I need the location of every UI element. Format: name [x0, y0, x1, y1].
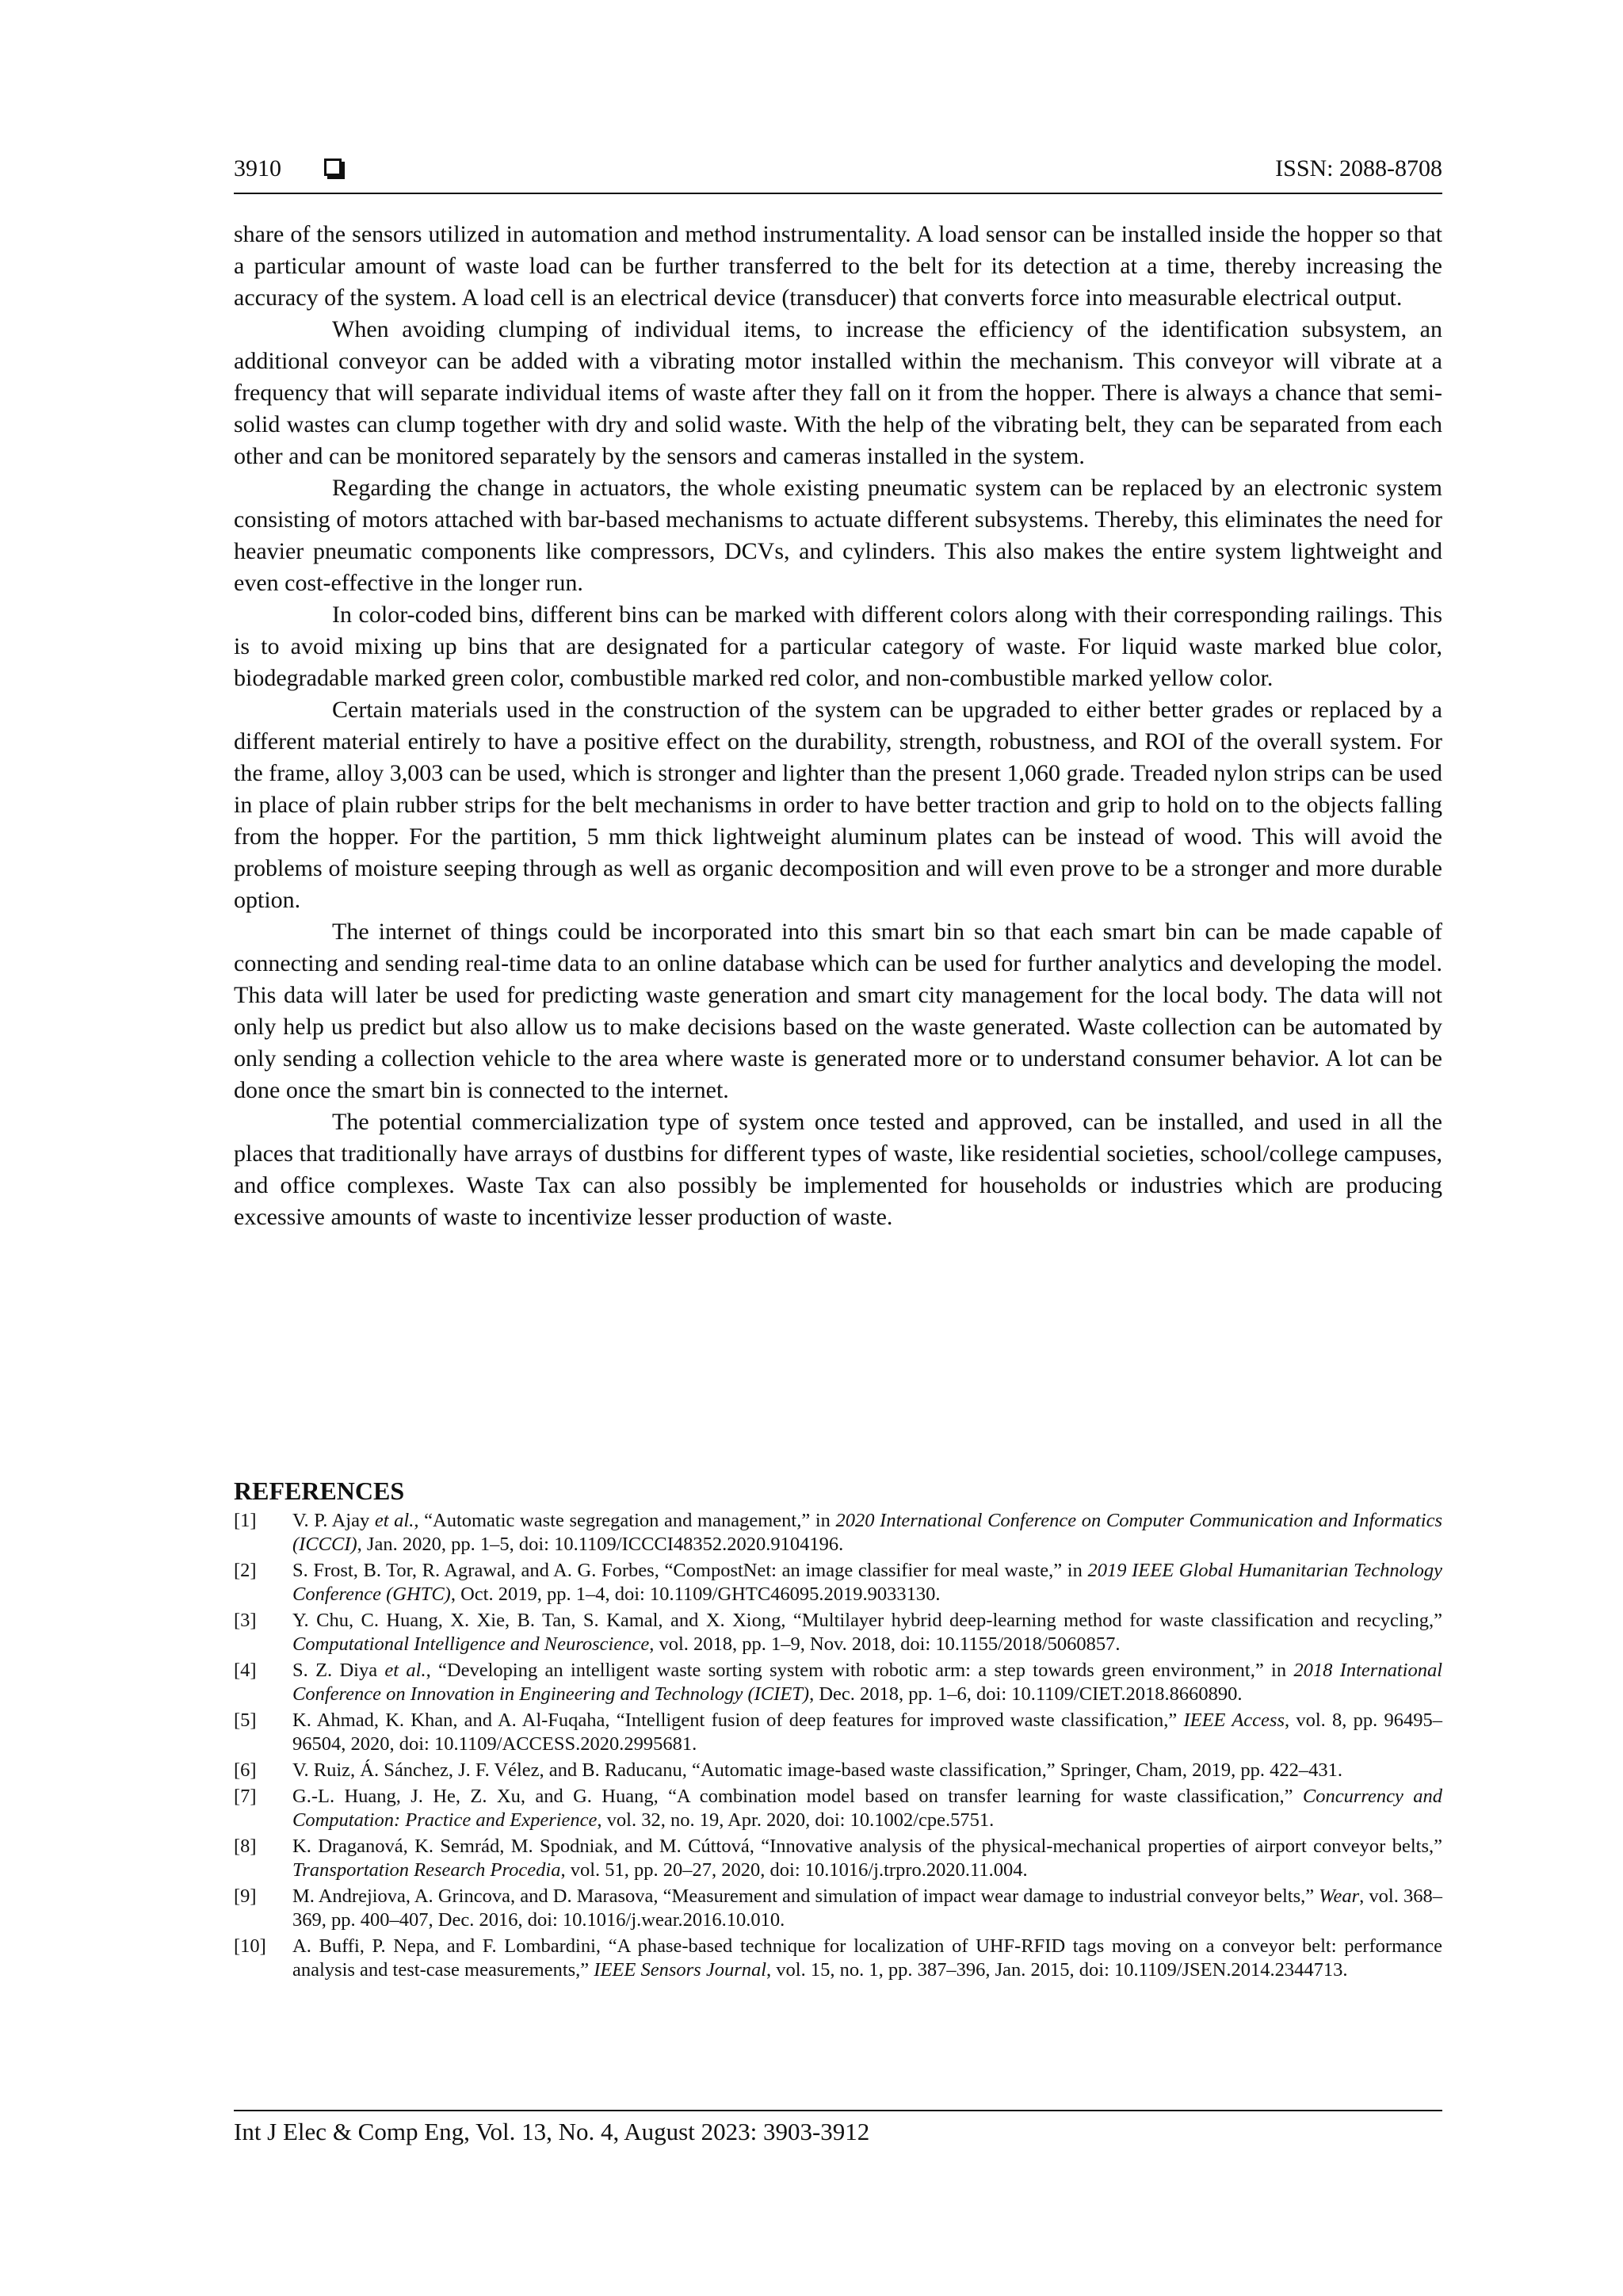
reference-text: , Oct. 2019, pp. 1–4, doi: 10.1109/GHTC46095.2019.9033130. [450, 1584, 941, 1605]
reference-text: K. Draganová, K. Semrád, M. Spodniak, and M. Cúttová, “Innovative analysis of the physical-mechanical properties of airport conveyor belts,” [292, 1836, 1442, 1857]
reference-item [234, 1785, 1442, 1832]
reference-text: G.-L. Huang, J. He, Z. Xu, and G. Huang, “A combination model based on transfer learning for waste classification,” [292, 1786, 1303, 1807]
page-number: 3910 [234, 155, 281, 181]
reference-text: , “Automatic waste segregation and management,” in [414, 1510, 836, 1531]
page-header [234, 155, 1442, 192]
reference-italic: 2018 International Conference on Innovation in Engineering and Technology (ICIET) [292, 1660, 1443, 1705]
reference-text: V. P. Ajay [292, 1510, 375, 1531]
reference-number: [5] [234, 1710, 257, 1731]
reference-text: K. Ahmad, K. Khan, and A. Al-Fuqaha, “Intelligent fusion of deep features for improved waste classification,” [292, 1710, 1184, 1731]
reference-italic: Transportation Research Procedia [292, 1859, 561, 1881]
reference-number: [6] [234, 1759, 257, 1781]
reference-text: , Jan. 2020, pp. 1–5, doi: 10.1109/ICCCI48352.2020.9104196. [357, 1534, 844, 1555]
reference-item [234, 1835, 1442, 1882]
footer-rule [234, 2110, 1442, 2111]
reference-number: [1] [234, 1510, 257, 1531]
paragraph: Certain materials used in the construction of the system can be upgraded to either better grades or replaced by a different material entirely to have a positive effect on the durability, strength, robustness, and ROI of the overall system. For the frame, alloy 3,003 can be used, which is stronger and lighter than the present 1,060 grade. Treaded nylon strips can be used in place of plain rubber strips for the belt mechanisms in order to have better traction and grip to hold on to the objects falling from the hopper. For the partition, 5 mm thick lightweight aluminum plates can be instead of wood. This will avoid the problems of moisture seeping through as well as organic decomposition and will even prove to be a stronger and more durable option. [234, 697, 1442, 913]
reference-item [234, 1609, 1442, 1656]
reference-item [234, 1935, 1442, 1982]
reference-text: A. Buffi, P. Nepa, and F. Lombardini, “A phase-based technique for localization of UHF-RFID tags moving on a conveyor belt: performance analysis and test-case measurements,” [292, 1935, 1442, 1981]
reference-text: Y. Chu, C. Huang, X. Xie, B. Tan, S. Kamal, and X. Xiong, “Multilayer hybrid deep-learning method for waste classification and recycling,” [292, 1610, 1442, 1631]
reference-italic: et al. [384, 1660, 426, 1681]
box-symbol-icon [324, 159, 342, 176]
paragraph: The potential commercialization type of system once tested and approved, can be installed, and used in all the places that traditionally have arrays of dustbins for different types of waste, like residential societies, school/college campuses, and office complexes. Waste Tax can also possibly be implemented for households or industries which are producing excessive amounts of waste to incentivize lesser production of waste. [234, 1109, 1442, 1230]
reference-number: [8] [234, 1836, 257, 1857]
reference-text: , vol. 32, no. 19, Apr. 2020, doi: 10.1002/cpe.5751. [597, 1809, 995, 1831]
reference-text: , vol. 51, pp. 20–27, 2020, doi: 10.1016/j.trpro.2020.11.004. [560, 1859, 1028, 1881]
reference-italic: Concurrency and Computation: Practice and Experience [292, 1786, 1442, 1831]
reference-item [234, 1885, 1442, 1932]
reference-number: [9] [234, 1885, 257, 1907]
reference-italic: 2020 International Conference on Computer Communication and Informatics (ICCCI) [292, 1510, 1443, 1555]
reference-italic: Wear [1319, 1885, 1360, 1907]
reference-text: V. Ruiz, Á. Sánchez, J. F. Vélez, and B. Raducanu, “Automatic image-based waste classification,” Springer, Cham, 2019, pp. 422–431. [292, 1759, 1342, 1781]
paragraph: When avoiding clumping of individual items, to increase the efficiency of the identification subsystem, an additional conveyor can be added with a vibrating motor installed within the mechanism. This conveyor will vibrate at a frequency that will separate individual items of waste after they fall on it from the hopper. There is always a chance that semi-solid wastes can clump together with dry and solid waste. With the help of the vibrating belt, they can be separated from each other and can be monitored separately by the sensors and cameras installed in the system. [234, 316, 1442, 469]
header-rule [234, 193, 1442, 194]
body-text [234, 219, 1442, 1233]
reference-italic: Computational Intelligence and Neuroscience [292, 1633, 650, 1655]
reference-item [234, 1559, 1442, 1606]
reference-text: , Dec. 2018, pp. 1–6, doi: 10.1109/CIET.2018.8660890. [809, 1683, 1243, 1705]
reference-item [234, 1759, 1442, 1782]
reference-text: M. Andrejiova, A. Grincova, and D. Marasova, “Measurement and simulation of impact wear damage to industrial conveyor belts,” [292, 1885, 1319, 1907]
issn-label: ISSN: 2088-8708 [1275, 155, 1442, 181]
reference-item [234, 1709, 1442, 1756]
paragraph: Regarding the change in actuators, the whole existing pneumatic system can be replaced by an electronic system consisting of motors attached with bar-based mechanisms to actuate different subsystems. Thereby, this eliminates the need for heavier pneumatic components like compressors, DCVs, and cylinders. This also makes the entire system lightweight and even cost-effective in the longer run. [234, 475, 1442, 596]
reference-number: [2] [234, 1560, 257, 1581]
paragraph: The internet of things could be incorporated into this smart bin so that each smart bin can be made capable of connecting and sending real-time data to an online database which can be used for further analytics and developing the model. This data will later be used for predicting waste generation and smart city management for the local body. The data will not only help us predict but also allow us to make decisions based on the waste generated. Waste collection can be automated by only sending a collection vehicle to the area where waste is generated more or to understand consumer behavior. A lot can be done once the smart bin is connected to the internet. [234, 919, 1442, 1103]
reference-text: , vol. 2018, pp. 1–9, Nov. 2018, doi: 10.1155/2018/5060857. [649, 1633, 1121, 1655]
reference-italic: IEEE Sensors Journal [594, 1959, 767, 1981]
reference-number: [7] [234, 1786, 257, 1807]
reference-text: , vol. 8, pp. 96495–96504, 2020, doi: 10.1109/ACCESS.2020.2995681. [292, 1710, 1442, 1755]
reference-italic: 2019 IEEE Global Humanitarian Technology Conference (GHTC) [292, 1560, 1442, 1605]
reference-list [234, 1509, 1442, 1982]
reference-text: , vol. 15, no. 1, pp. 387–396, Jan. 2015, doi: 10.1109/JSEN.2014.2344713. [766, 1959, 1348, 1981]
reference-italic: IEEE Access [1183, 1710, 1285, 1731]
reference-italic: et al. [374, 1510, 414, 1531]
reference-number: [10] [234, 1935, 266, 1957]
reference-item [234, 1659, 1442, 1706]
paragraph: In color-coded bins, different bins can be marked with different colors along with their corresponding railings. This is to avoid mixing up bins that are designated for a particular category of waste. For liquid waste marked blue color, biodegradable marked green color, combustible marked red color, and non-combustible marked yellow color. [234, 602, 1442, 691]
reference-text: , vol. 368–369, pp. 400–407, Dec. 2016, doi: 10.1016/j.wear.2016.10.010. [292, 1885, 1442, 1931]
reference-item [234, 1509, 1442, 1557]
footer-citation: Int J Elec & Comp Eng, Vol. 13, No. 4, August 2023: 3903-3912 [234, 2118, 870, 2145]
reference-number: [4] [234, 1660, 257, 1681]
reference-text: S. Frost, B. Tor, R. Agrawal, and A. G. Forbes, “CompostNet: an image classifier for meal waste,” in [292, 1560, 1088, 1581]
reference-number: [3] [234, 1610, 257, 1631]
reference-text: , “Developing an intelligent waste sorting system with robotic arm: a step towards green environment,” in [426, 1660, 1294, 1681]
references-heading: REFERENCES [234, 1477, 405, 1505]
references-section [234, 1476, 1442, 1985]
reference-text: S. Z. Diya [292, 1660, 385, 1681]
paragraph: share of the sensors utilized in automation and method instrumentality. A load sensor can be installed inside the hopper so that a particular amount of waste load can be further transferred to the belt for its detection at a time, thereby increasing the accuracy of the system. A load cell is an electrical device (transducer) that converts force into measurable electrical output. [234, 221, 1442, 311]
